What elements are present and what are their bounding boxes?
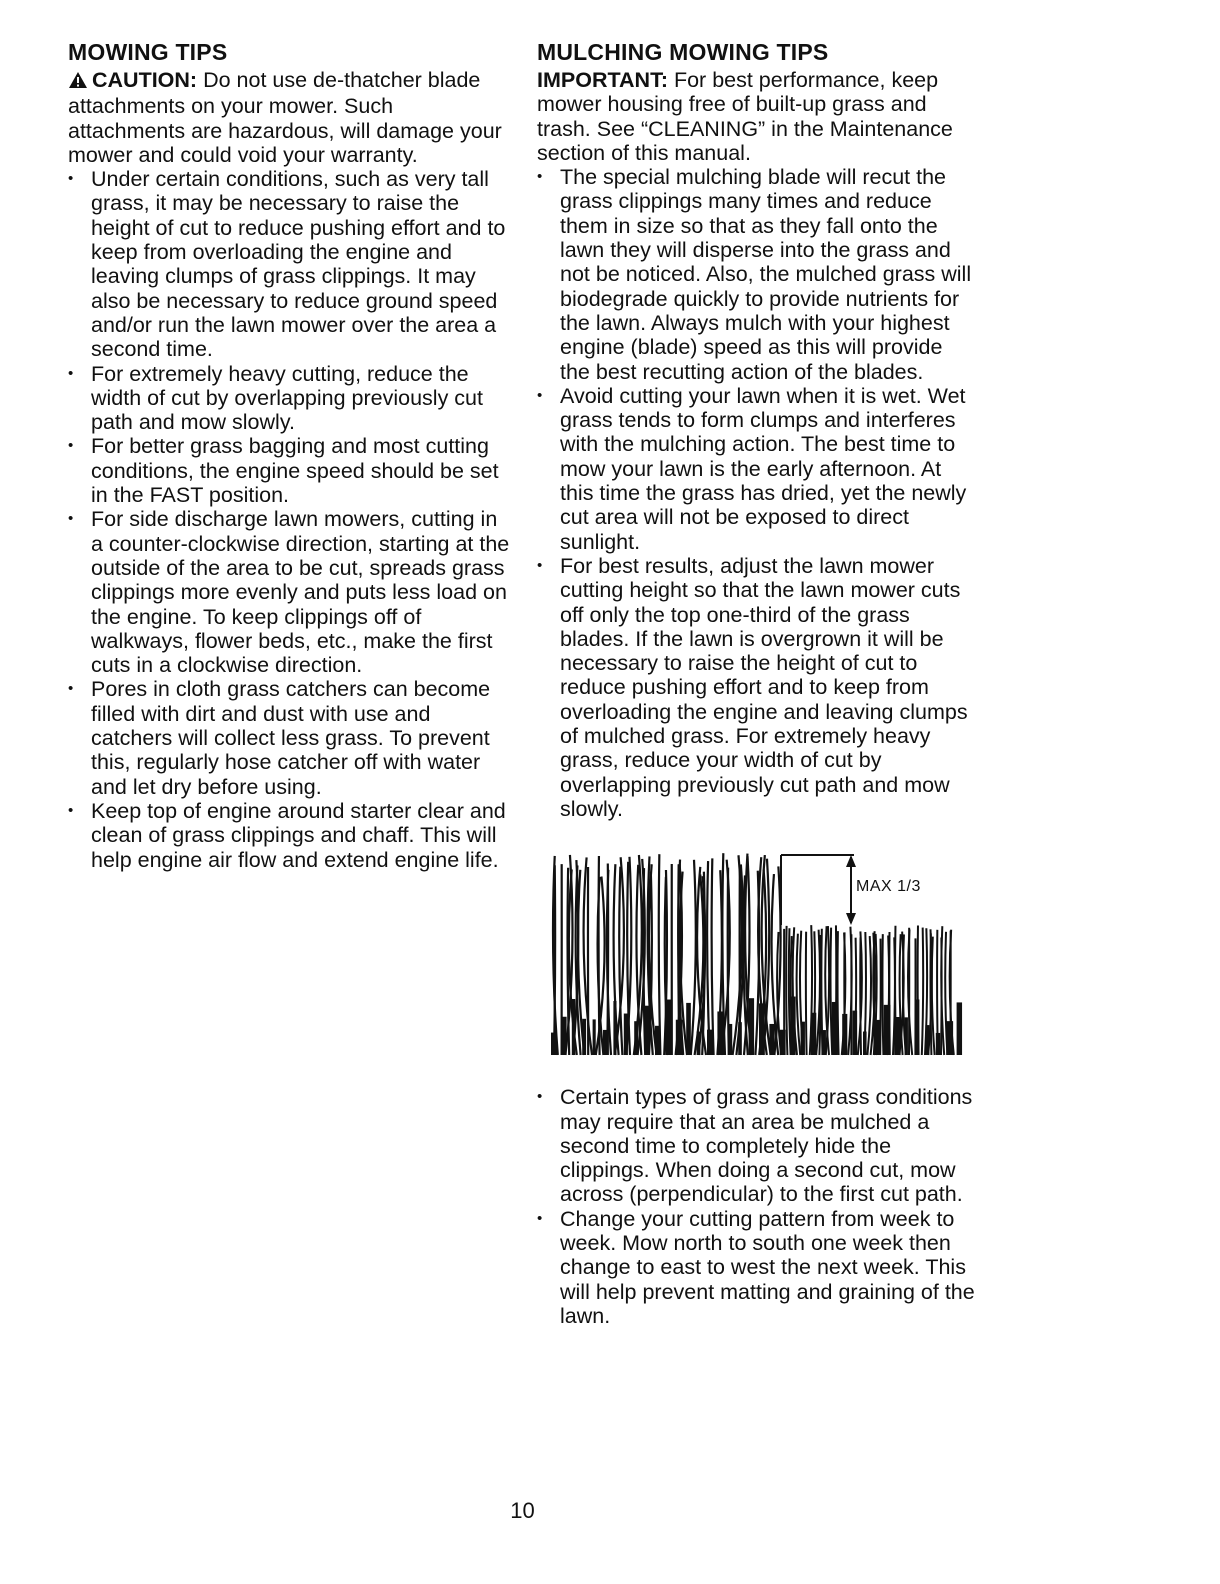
list-item: • Pores in cloth grass catchers can become filled with dirt and dust with use and catchers will collect less grass. To prevent this, regularly hose catcher off with water and let dry before using. <box>68 677 513 798</box>
left-column <box>68 38 513 872</box>
mowing-tips-heading: MOWING TIPS <box>68 39 228 65</box>
important-text: For best performance, keep mower housing free of built-up grass and trash. See “CLEANING” in the Maintenance section of this manual. <box>537 68 953 165</box>
list-item: • The special mulching blade will recut the grass clippings many times and reduce them in size so that as they fall onto the lawn they will disperse into the grass and not be noticed. Also, the mulched grass will biodegrade quickly to provide nutrients for the lawn. Always mulch with your highest engine (blade) speed as this will provide the best recutting action of the blades. <box>537 165 977 384</box>
mowing-tips-list <box>68 167 513 872</box>
mulching-tips-list-continued <box>537 1085 977 1328</box>
important-paragraph <box>537 68 977 165</box>
mulching-tips-heading: MULCHING MOWING TIPS <box>537 39 829 65</box>
list-item: • Certain types of grass and grass conditions may require that an area be mulched a second time to completely hide the clippings. When doing a second cut, mow across (perpendicular) to the first cut path. <box>537 1085 977 1206</box>
caution-paragraph <box>68 68 513 167</box>
right-column <box>537 38 977 1328</box>
important-label: IMPORTANT: <box>537 68 668 92</box>
warning-triangle-icon <box>68 70 88 94</box>
list-item: • For better grass bagging and most cutting conditions, the engine speed should be set in the FAST position. <box>68 434 513 507</box>
list-item: • Avoid cutting your lawn when it is wet. Wet grass tends to form clumps and interferes with the mulching action. The best time to mow your lawn is the early afternoon. At this time the grass has dried, yet the newly cut area will not be exposed to direct sunlight. <box>537 384 977 554</box>
list-item: • For side discharge lawn mowers, cutting in a counter-clockwise direction, starting at the outside of the area to be cut, spreads grass clippings more evenly and puts less load on the engine. To keep clippings off of walkways, flower beds, etc., make the first cuts in a clockwise direction. <box>68 507 513 677</box>
list-item: • Under certain conditions, such as very tall grass, it may be necessary to raise the height of cut to reduce pushing effort and to keep from overloading the engine and leaving clumps of grass clippings. It may also be necessary to reduce ground speed and/or run the lawn mower over the area a second time. <box>68 167 513 361</box>
list-item: • Change your cutting pattern from week to week. Mow north to south one week then change to east to west the next week. This will help prevent matting and graining of the lawn. <box>537 1207 977 1328</box>
mulching-tips-list <box>537 165 977 821</box>
max-one-third-label: MAX 1/3 <box>856 878 921 896</box>
list-item: • For best results, adjust the lawn mower cutting height so that the lawn mower cuts off only the top one-third of the grass blades. If the lawn is overgrown it will be necessary to raise the height of cut to reduce pushing effort and to keep from overloading the engine and leaving clumps of mulched grass. For extremely heavy grass, reduce your width of cut by overlapping previously cut path and mow slowly. <box>537 554 977 821</box>
caution-text: Do not use de-thatcher blade attachments on your mower. Such attachments are hazardous, will damage your mower and could void your warranty. <box>68 68 502 167</box>
list-item: • Keep top of engine around starter clear and clean of grass clippings and chaff. This will help engine air flow and extend engine life. <box>68 799 513 872</box>
page-number: 10 <box>510 1498 535 1523</box>
grass-cut-height-figure <box>549 845 969 1065</box>
caution-label: CAUTION: <box>92 68 198 92</box>
list-item: • For extremely heavy cutting, reduce the width of cut by overlapping previously cut path and mow slowly. <box>68 362 513 435</box>
